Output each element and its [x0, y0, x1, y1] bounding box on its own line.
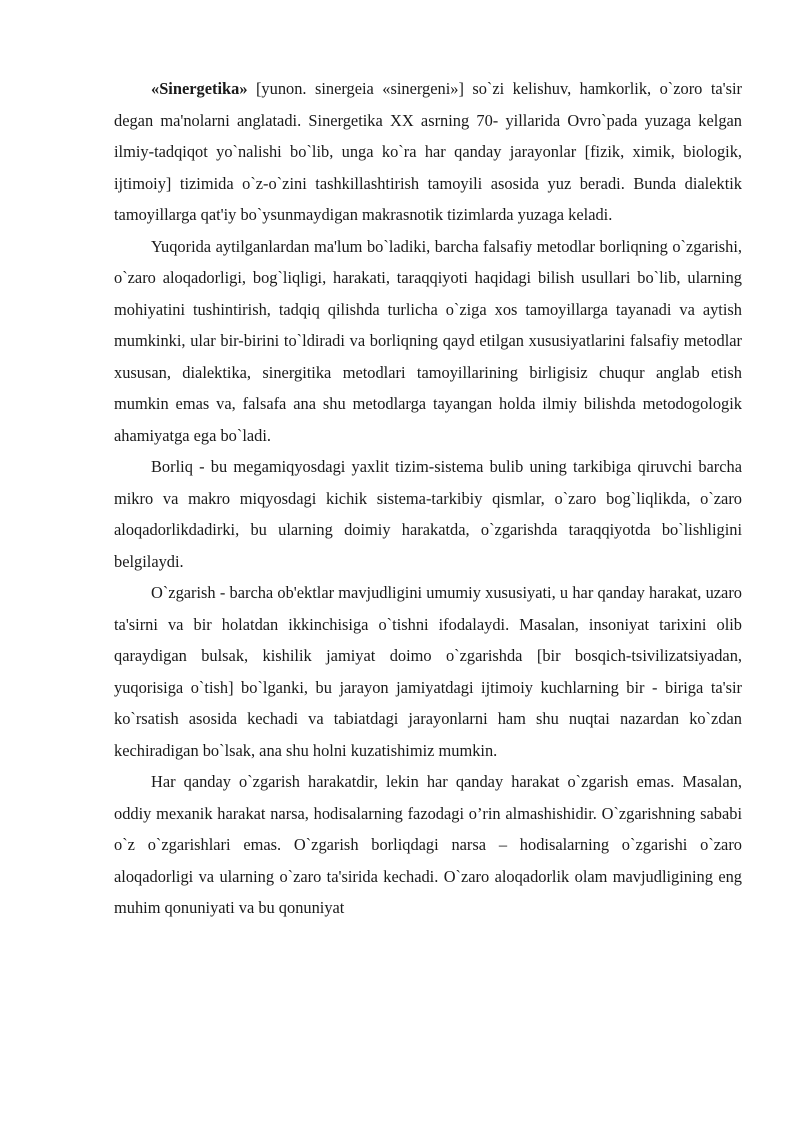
paragraph-text: Borliq - bu megamiqyosdagi yaxlit tizim-sistema bulib uning tarkibiga qiruvchi barcha mikro va makro miqyosdagi kichik sistema-tarkibiy qismlar, o`zaro bog`liqlikda, o`zaro aloqadorlikdadirki, bu ularning doimiy harakatda, o`zgarishda taraqqiyotda bo`lishligini belgilaydi.	[114, 457, 742, 571]
paragraph-ozgarish	[114, 577, 742, 766]
paragraph-sinergetika-definition	[114, 73, 742, 231]
paragraph-text: O`zgarish - barcha ob'ektlar mavjudligini umumiy xususiyati, u har qanday harakat, uzaro ta'sirni va bir holatdan ikkinchisiga o`tishni ifodalaydi. Masalan, insoniyat tarixini olib qaraydigan bulsak, kishilik jamiyat doimo o`zgarishda [bir bosqich-tsivilizatsiyadan, yuqorisiga o`tish] bo`lganki, bu jarayon jamiyatdagi ijtimoiy kuchlarning bir - biriga ta'sir ko`rsatish asosida kechadi va tabiatdagi jarayonlarni ham shu nuqtai nazardan ko`zdan kechiradigan bo`lsak, ana shu holni kuzatishimiz mumkin.	[114, 583, 742, 760]
term-sinergetika: «Sinergetika»	[151, 79, 248, 98]
paragraph-philosophical-methods	[114, 231, 742, 452]
paragraph-text: Yuqorida aytilganlardan ma'lum bo`ladiki, barcha falsafiy metodlar borliqning o`zgarishi, o`zaro aloqadorligi, bog`liqligi, harakati, taraqqiyoti haqidagi bilish usullari bo`lib, ularning mohiyatini tushintirish, tadqiq qilishda turlicha o`ziga xos tamoyillarga tayanadi va aytish mumkinki, ular bir-birini to`ldiradi va borliqning qayd etilgan xususiyatlarini falsafiy metodlar xususan, dialektika, sinergitika metodlari tamoyillarining birligisiz chuqur anglab etish mumkin emas va, falsafa ana shu metodlarga tayangan holda ilmiy bilishda metodogologik ahamiyatga ega bo`ladi.	[114, 236, 742, 445]
paragraph-text: Har qanday o`zgarish harakatdir, lekin har qanday harakat o`zgarish emas. Masalan, oddiy mexanik harakat narsa, hodisalarning fazodagi o’rin almashishidir. O`zgarishning sababi o`z o`zgarishlari emas. O`zgarish borliqdagi narsa – hodisalarning o`zgarishi o`zaro aloqadorligi va ularning o`zaro ta'sirida kechadi. O`zaro aloqadorlik olam mavjudligining eng muhim qonuniyati va bu qonuniyat	[114, 772, 742, 917]
paragraph-text: [yunon. sinergeia «sinergeni»] so`zi kelishuv, hamkorlik, o`zoro ta'sir degan ma'nolarni anglatadi. Sinergetika XX asrning 70- yillarida Ovro`pada yuzaga kelgan ilmiy-tadqiqot yo`nalishi bo`lib, unga ko`ra har qanday jarayonlar [fizik, ximik, biologik, ijtimoiy] tizimida o`z-o`zini tashkillashtirish tamoyili asosida yuz beradi. Bunda dialektik tamoyillarga qat'iy bo`ysunmaydigan makrasnotik tizimlarda yuzaga keladi.	[114, 79, 742, 224]
paragraph-borliq	[114, 451, 742, 577]
paragraph-harakat	[114, 766, 742, 924]
document-page	[114, 73, 742, 924]
